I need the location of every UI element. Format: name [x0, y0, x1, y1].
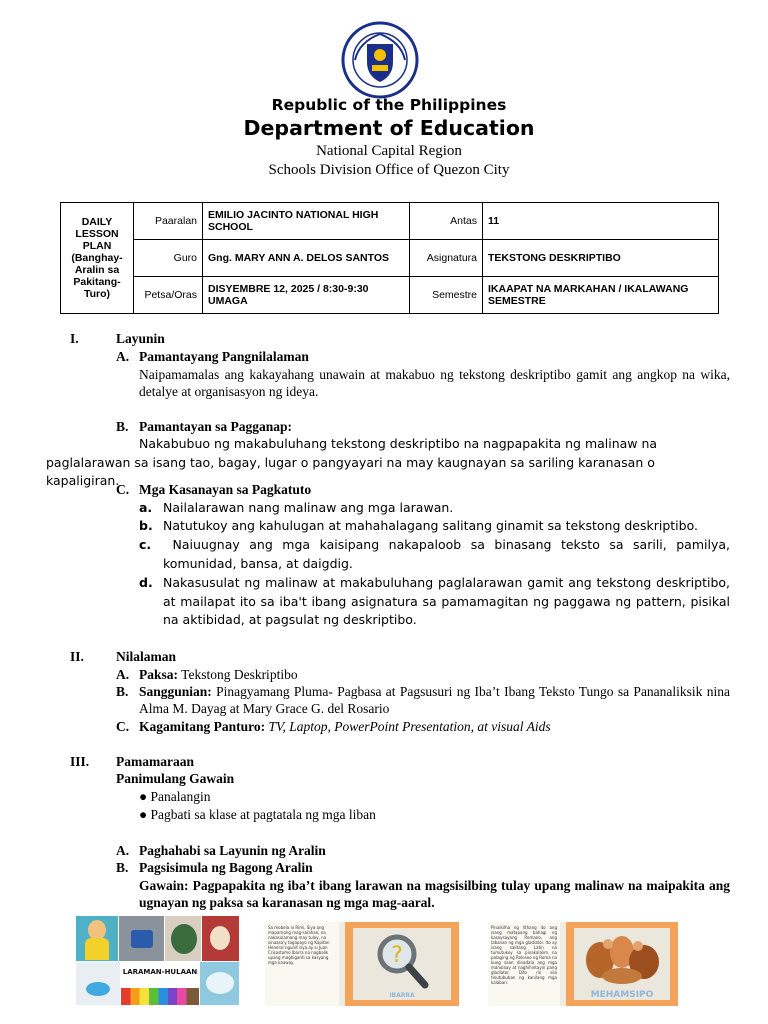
- child-photo: [88, 920, 106, 940]
- sec2-c: [139, 718, 730, 735]
- sec2-title: Nilalaman: [116, 649, 177, 664]
- sec3-num: III.: [70, 754, 90, 769]
- slide1-label: LARAMAN-HULAAN: [122, 968, 198, 976]
- label-guro: Guro: [134, 240, 203, 277]
- sec3-a-letter: A.: [116, 843, 130, 858]
- sec1-b-title: Pamantayan sa Pagganap:: [139, 419, 293, 434]
- value-asignatura: TEKSTONG DESKRIPTIBO: [483, 240, 719, 277]
- paksa-value: Tekstong Deskriptibo: [178, 667, 298, 682]
- sec1-b-letter: B.: [116, 419, 129, 434]
- c-item-b-letter: b.: [139, 518, 153, 533]
- division-line: Schools Division Office of Quezon City: [268, 162, 510, 178]
- department-title: Department of Education: [243, 116, 535, 140]
- bullet-1: ● Panalangin: [139, 789, 211, 804]
- sanggunian-value: Pinagyamang Pluma- Pagbasa at Pagsusuri ng Iba’t Ibang Teksto Tungo sa Pananaliksik nina Alma M. Dayag at Mary Grace G. del Rosario: [139, 684, 730, 716]
- seal-icon: [337, 20, 423, 100]
- value-semestre: IKAAPAT NA MARKAHAN / IKALAWANG SEMESTRE: [483, 277, 719, 314]
- c-item-a-letter: a.: [139, 500, 153, 515]
- gawain-text: Gawain: Pagpapakita ng iba’t ibang larawan na magsisilbing tulay upang malinaw na maipakita ang ugnayan ng paksa sa karanasan ng mga mag-aaral.: [139, 878, 730, 910]
- dlp-title: DAILY LESSON PLAN (Banghay-Aralin sa Pakitang-Turo): [61, 203, 134, 314]
- c-item-c-text: Naiuugnay ang mga kaisipang nakapaloob sa binasang teksto sa sarili, pamilya, komunidad, bansa, at daigdig.: [163, 537, 734, 571]
- value-paaralan: EMILIO JACINTO NATIONAL HIGH SCHOOL: [203, 203, 410, 240]
- label-antas: Antas: [410, 203, 483, 240]
- deped-seal: [337, 20, 423, 100]
- region-line: National Capital Region: [316, 143, 462, 159]
- svg-text:?: ?: [391, 943, 403, 968]
- sec3-b-title: Pagsisimula ng Bagong Aralin: [139, 860, 313, 875]
- kagamitan-label: Kagamitang Panturo:: [139, 719, 266, 734]
- value-petsa: DISYEMBRE 12, 2025 / 8:30-9:30 UMAGA: [203, 277, 410, 314]
- slide3-caption: MEHAMSIPO: [590, 990, 654, 1000]
- sec3-sub: Panimulang Gawain: [116, 771, 235, 786]
- c-item-c-letter: c.: [139, 537, 152, 552]
- sec1-c-title: Mga Kasanayan sa Pagkatuto: [139, 482, 312, 497]
- sec2-c-letter: C.: [116, 719, 130, 734]
- sec3-a-title: Paghahabi sa Layunin ng Aralin: [139, 843, 326, 858]
- gladiator-battle-image: [578, 930, 666, 988]
- label-petsa: Petsa/Oras: [134, 277, 203, 314]
- republic-line: Republic of the Philippines: [271, 96, 507, 114]
- c-item-a-text: Nailalarawan nang malinaw ang mga larawan.: [163, 500, 454, 515]
- sec2-b: [139, 683, 730, 717]
- value-antas: 11: [483, 203, 719, 240]
- sec2-a: [139, 666, 730, 683]
- sec1-a-letter: A.: [116, 349, 130, 364]
- slide-ibarra: [265, 922, 459, 1006]
- c-item-d-letter: d.: [139, 575, 153, 590]
- sec1-a-title: Pamantayang Pangnilalaman: [139, 349, 309, 364]
- sanggunian-label: Sanggunian:: [139, 684, 212, 699]
- sec2-num: II.: [70, 649, 84, 664]
- c-item-d-text: Nakasusulat ng malinaw at makabuluhang paglalarawan gamit ang tekstong deskriptibo, at mailapat ito sa iba't ibang asignatura sa pamamagitan ng paggawa ng pattern, pisikal na aktibidad, at pagsulat ng deskriptibo.: [163, 575, 730, 627]
- bullet-2: ● Pagbati sa klase at pagtatala ng mga liban: [139, 807, 376, 822]
- sec3-title: Pamamaraan: [116, 754, 194, 769]
- label-semestre: Semestre: [410, 277, 483, 314]
- bullet-1-text: Panalangin: [150, 789, 211, 804]
- slide-laraman-hulaan: [76, 916, 239, 1005]
- sec2-b-letter: B.: [116, 684, 129, 699]
- value-guro: Gng. MARY ANN A. DELOS SANTOS: [203, 240, 410, 277]
- sec3-b-letter: B.: [116, 860, 129, 875]
- paksa-label: Paksa:: [139, 667, 179, 682]
- slide2-text: Sa mobela ni Rimi, Siya ang maparnong mag-salahan, na nakasulamang may tulay, na sinaasa'y tagapayo ng Kapitan Heneral ngunit siya ay si Juan Crisostomo Ibarra na nagbalik upang maghiganti sa kasyang mga kaaway.: [268, 925, 330, 965]
- label-paaralan: Paaralan: [134, 203, 203, 240]
- slide-mehamsipo: [488, 922, 678, 1006]
- magnifier-question-icon: [371, 930, 431, 992]
- lesson-info-table: [60, 202, 719, 314]
- bullet-2-text: Pagbati sa klase at pagtatala ng mga liban: [150, 807, 376, 822]
- label-asignatura: Asignatura: [410, 240, 483, 277]
- sec2-a-letter: A.: [116, 667, 130, 682]
- c-item-b-text: Natutukoy ang kahulugan at mahahalagang salitang ginamit sa tekstong deskriptibo.: [163, 518, 698, 533]
- sec1-num: I.: [70, 331, 79, 346]
- slide2-caption: IBARRA: [389, 992, 415, 999]
- sec1-a-text: Naipamamalas ang kakayahang unawain at makabuo ng tekstong deskriptibo gamit ang angkop na wika, detalye at organisasyon ng ideya.: [139, 367, 730, 399]
- sec1-title: Layunin: [116, 331, 165, 346]
- sec1-c-letter: C.: [116, 482, 130, 497]
- kagamitan-value: TV, Laptop, PowerPoint Presentation, at visual Aids: [265, 719, 551, 734]
- sec1-b-text: Nakabubuo ng makabuluhang tekstong deskriptibo na nagpapakita ng malinaw na paglalarawan sa isang tao, bagay, lugar o pangyayari na may kaugnayan sa sariling karanasan o kapaligiran.: [46, 436, 658, 488]
- slide3-text: Pinaikilha ng lithang ito ang isang matapang bahagi ng kasaysayang Romano, ang labanan ng mga gladiator. Ito ay isang salitang Latin na tumutukoy sa pinakalalim na palaging ng Roloseo ng Roma na kung saan dinadala ang mga manolaay at naghihintayin pang gladiator. Dito rin sila tinutububan ng kanilang mga kalaban.: [491, 925, 557, 985]
